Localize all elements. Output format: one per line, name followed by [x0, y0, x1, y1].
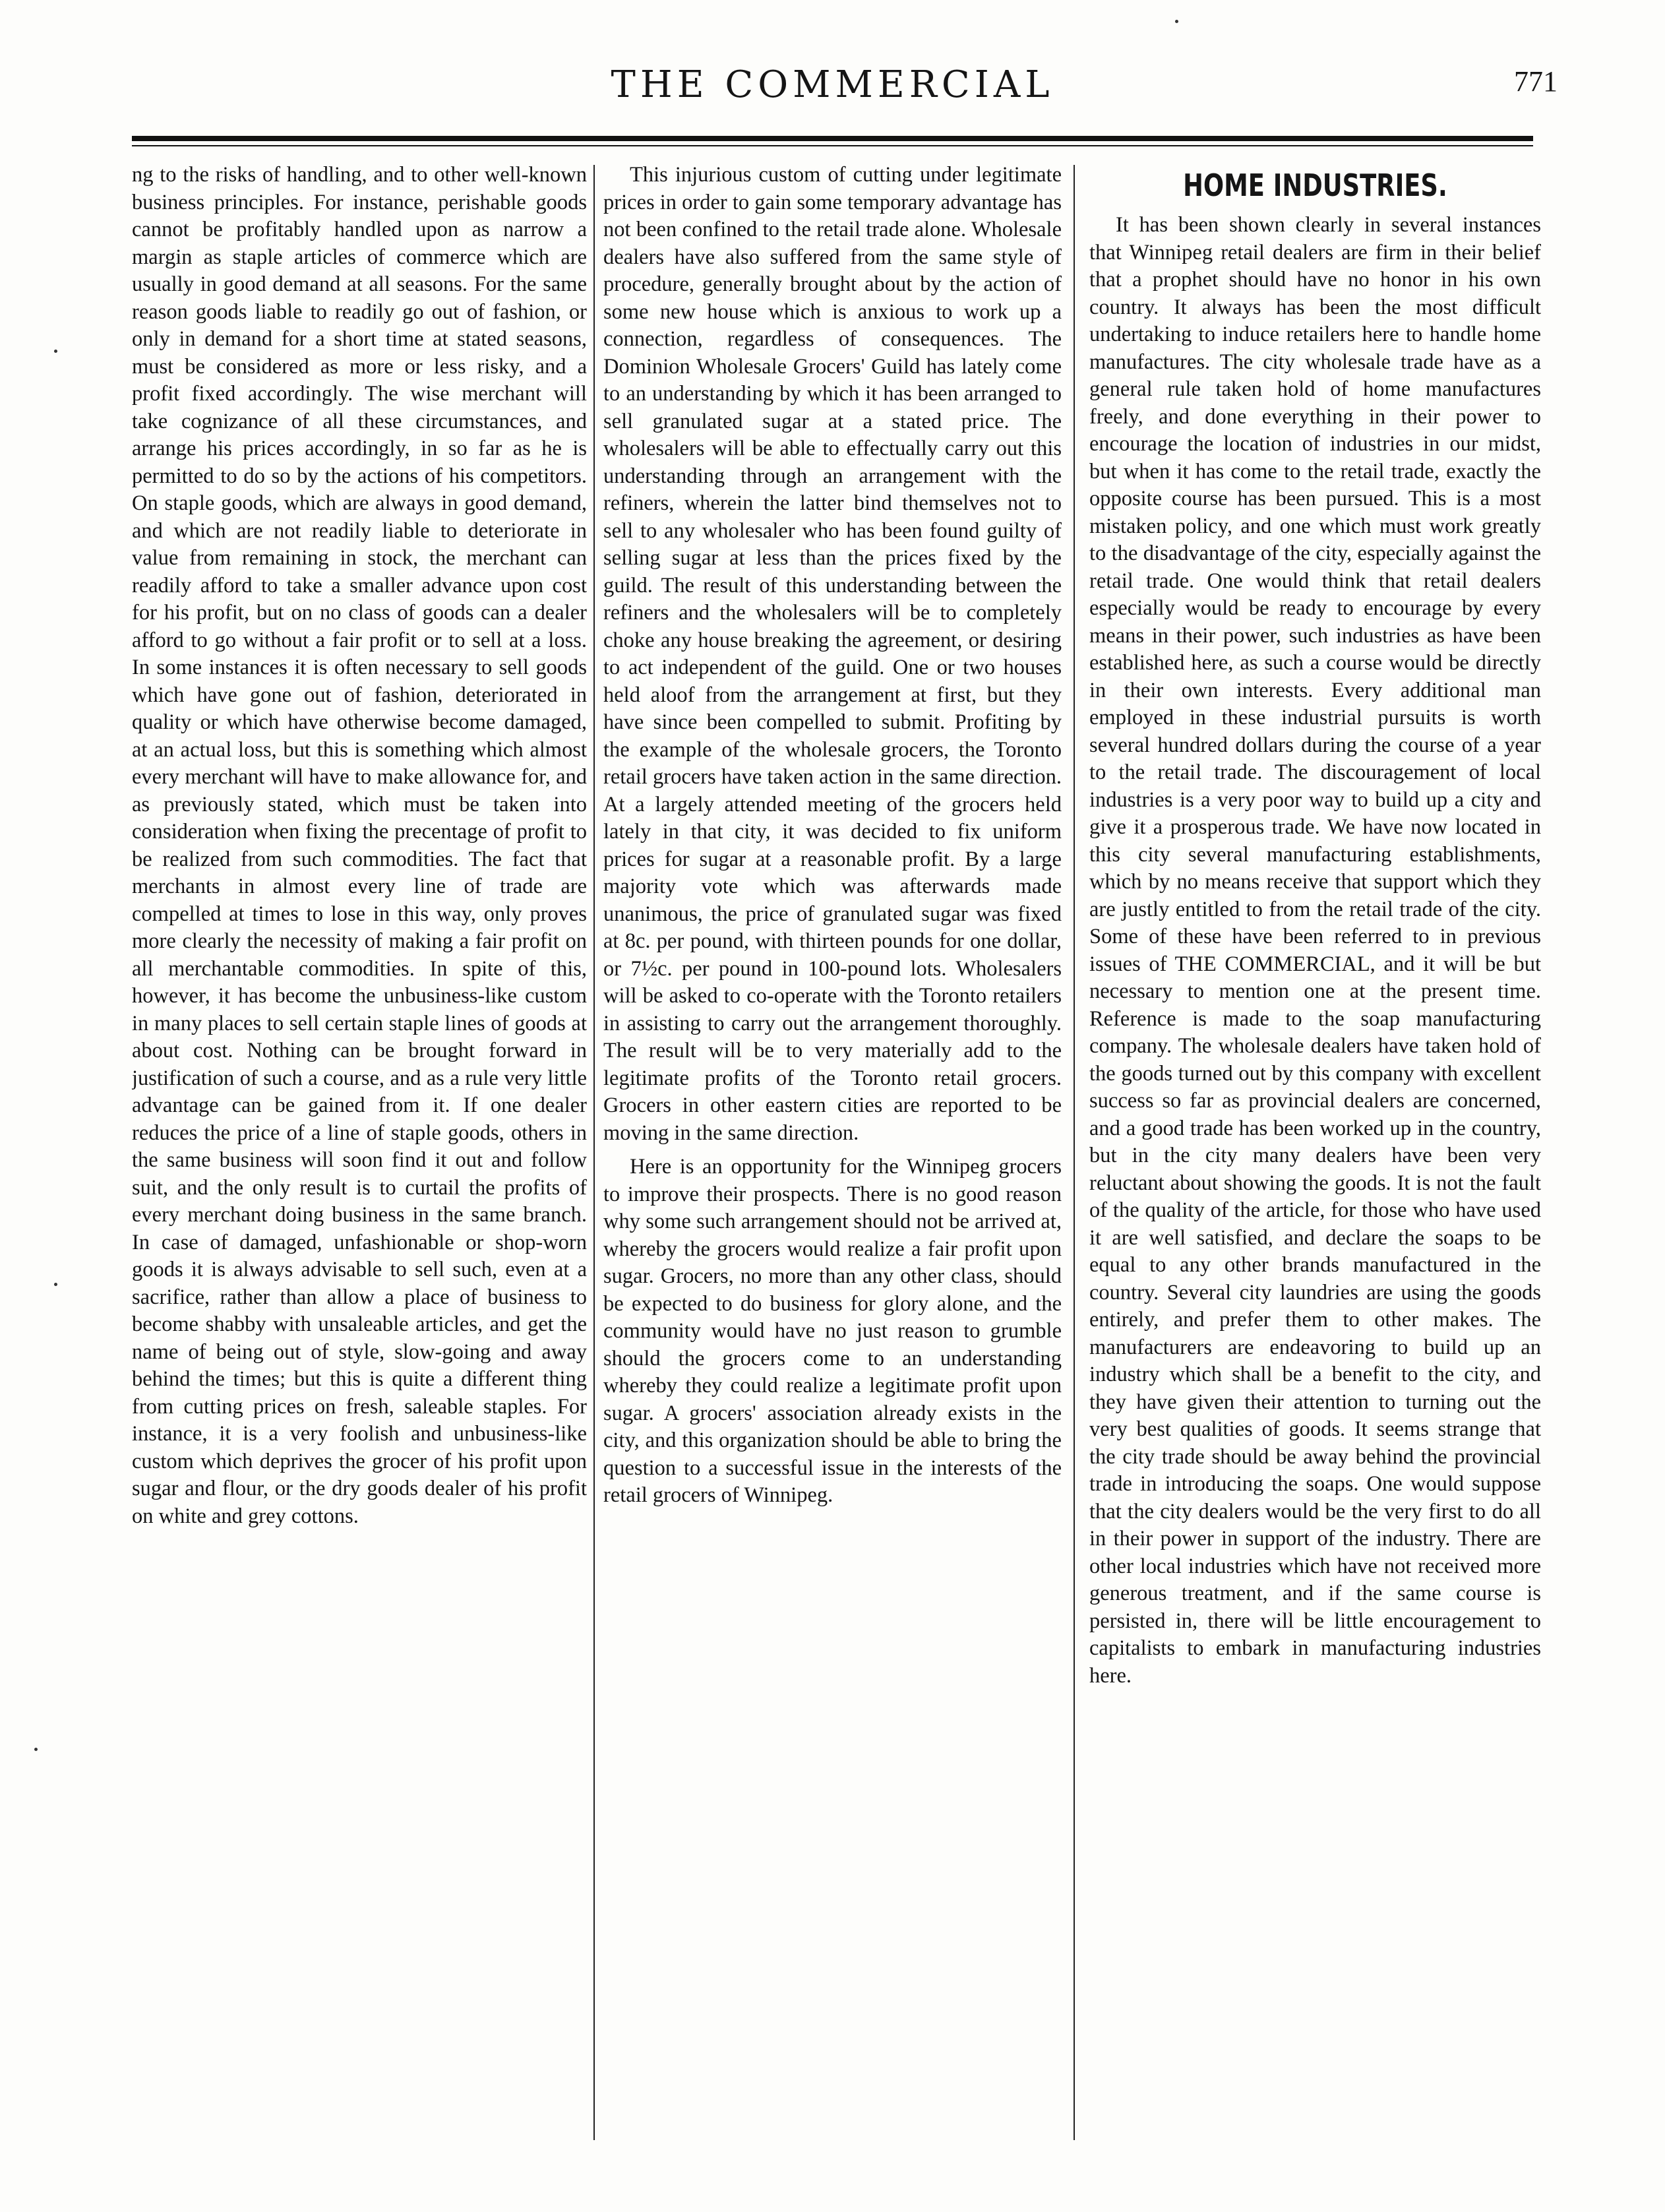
column-2 — [603, 162, 1062, 2140]
print-speck — [34, 1748, 38, 1751]
page-number: 771 — [1514, 65, 1558, 98]
column-divider-1 — [593, 165, 595, 2140]
column-1-paragraph: ng to the risks of handling, and to other well-known business principles. For instance, perishable goods cannot be profitably handled upon as narrow a margin as staple articles of commerce which are usually in good demand at all seasons. For the same reason goods liable to readily go out of fashion, or only in demand for a short time at stated seasons, must be considered as more or less risky, and a profit fixed accordingly. The wise merchant will take cognizance of all these circumstances, and arrange his prices accordingly, in so far as he is permitted to do so by the actions of his competitors. On staple goods, which are always in good demand, and which are not readily liable to deteriorate in value from remaining in stock, the merchant can readily afford to take a smaller advance upon cost for his profit, but on no class of goods can a dealer afford to go without a fair profit or to sell at a loss. In some instances it is often necessary to sell goods which have gone out of fashion, deteriorated in quality or which have otherwise become damaged, at an actual loss, but this is something which almost every merchant will have to make allowance for, and as previously stated, which must be taken into consideration when fixing the precentage of profit to be realized from such commodities. The fact that merchants in almost every line of trade are compelled at times to lose in this way, only proves more clearly the necessity of making a fair profit on all merchantable commodities. In spite of this, however, it has become the unbusiness-like custom in many places to sell certain staple lines of goods at about cost. Nothing can be brought forward in justification of such a course, and as a rule very little advantage can be gained from it. If one dealer reduces the price of a line of staple goods, others in the same business will soon find it out and follow suit, and the only result is to curtail the profits of every merchant doing business in the same branch. In case of damaged, unfashionable or shop-worn goods it is always advisable to sell such, even at a sacrifice, rather than allow a place of business to become shabby with unsaleable articles, and get the name of being out of style, slow-going and away behind the times; but this is quite a different thing from cutting prices on fresh, saleable staples. For instance, it is a very foolish and unbusiness-like custom which deprives the grocer of his profit upon sugar and flour, or the dry goods dealer of his profit on white and grey cottons. — [132, 163, 587, 1528]
column-1 — [132, 162, 587, 2140]
print-speck — [54, 350, 57, 353]
print-speck — [1175, 20, 1178, 23]
column-divider-2 — [1074, 165, 1075, 2140]
column-3 — [1089, 162, 1541, 2140]
column-2-paragraph-2: Here is an opportunity for the Winnipeg grocers to improve their prospects. There is no good reason why some such arrangement should not be arrived at, whereby the grocers would realize a fair profit upon sugar. Grocers, no more than any other class, should be expected to do business for glory alone, and the community would have no just reason to grumble should the grocers come to an understanding whereby they could realize a legitimate profit upon sugar. A grocers' association already exists in the city, and this organization should be able to bring the question to a successful issue in the interests of the retail grocers of Winnipeg. — [603, 1155, 1062, 1507]
publication-title: THE COMMERCIAL — [611, 63, 1054, 106]
header-rule — [132, 136, 1533, 141]
column-3-paragraph: It has been shown clearly in several instances that Winnipeg retail dealers are firm in their belief that a prophet should have no honor in his own country. It always has been the most difficult undertaking to induce retailers here to handle home manufactures. The city wholesale trade have as a general rule taken hold of home manufactures freely, and done everything in their power to encourage the location of industries in our midst, but when it has come to the retail trade, exactly the opposite course has been pursued. This is a most mistaken policy, and one which must work greatly to the disadvantage of the city, especially against the retail trade. One would think that retail dealers especially would be ready to encourage by every means in their power, such industries as have been established here, as such a course would be directly in their own interests. Every additional man employed in these industrial pursuits is worth several hundred dollars during the course of a year to the retail trade. The discouragement of local industries is a very poor way to build up a city and give it a prosperous trade. We have now located in this city several manufacturing establishments, which by no means receive that support which they are justly entitled to from the retail trade of the city. Some of these have been referred to in previous issues of THE COMMERCIAL, and it will be but necessary to mention one at the present time. Reference is made to the soap manufacturing company. The wholesale dealers have taken hold of the goods turned out by this company with excellent success so far as provincial dealers are concerned, and a good trade has been worked up in the country, but in the city many dealers have been very reluctant about showing the goods. It is not the fault of the quality of the article, for those who have used it are well satisfied, and declare the soaps to be equal to any other brands manufactured in the country. Several city laundries are using the goods entirely, and prefer them to other makes. The manufacturers are endeavoring to build up an industry which shall be a benefit to the city, and they have given their attention to turning out the very best qualities of goods. It seems strange that the city trade should be away behind the provincial trade in introducing the soaps. One would suppose that the city dealers would be the very first to do all in their power in support of the industry. There are other local industries which have not received more generous treatment, and if the same course is persisted in, there will be little encouragement to capitalists to embark in manufacturing industries here. — [1089, 213, 1541, 1688]
header-rule-thin — [132, 145, 1533, 146]
print-speck — [54, 1283, 57, 1286]
column-2-paragraph-1: This injurious custom of cutting under legitimate prices in order to gain some temporary advantage has not been confined to the retail trade alone. Wholesale dealers have also suffered from the same style of procedure, generally brought about by the action of some new house which is anxious to work up a connection, regardless of consequences. The Dominion Wholesale Grocers' Guild has lately come to an understanding by which it has been arranged to sell granulated sugar at a stated price. The wholesalers will be able to effectually carry out this understanding through an arrangement with the refiners, wherein the latter bind themselves not to sell to any wholesaler who has been found guilty of selling sugar at less than the prices fixed by the guild. The result of this understanding between the refiners and the wholesalers will be to completely choke any house breaking the agreement, or desiring to act independent of the guild. One or two houses held aloof from the arrangement at first, but they have since been compelled to submit. Profiting by the example of the wholesale grocers, the Toronto retail grocers have taken action in the same direction. At a largely attended meeting of the grocers held lately in that city, it was decided to fix uniform prices for sugar at a reasonable profit. By a large majority vote which was afterwards made unanimous, the price of granulated sugar was fixed at 8c. per pound, with thirteen pounds for one dollar, or 7½c. per pound in 100-pound lots. Wholesalers will be asked to co-operate with the Toronto retailers in assisting to carry out the arrangement thoroughly. The result will be to very materially add to the legitimate profits of the Toronto retail grocers. Grocers in other eastern cities are reported to be moving in the same direction. — [603, 163, 1062, 1145]
section-heading-home-industries: HOME INDUSTRIES. — [1183, 168, 1447, 203]
running-header — [0, 63, 1665, 123]
